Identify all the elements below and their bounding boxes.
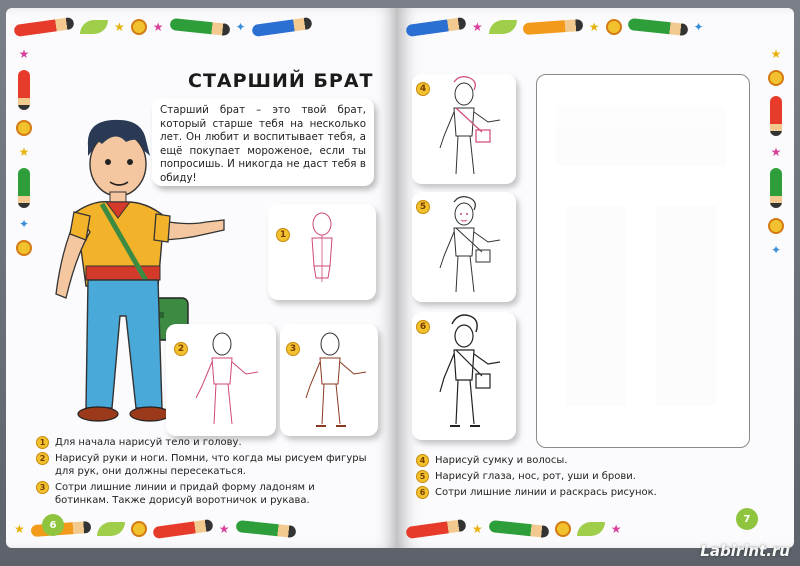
bug-character-icon [131,521,147,537]
decor-border-bottom-right [406,516,786,542]
right-page [398,8,794,548]
panel-number-badge: 3 [286,342,300,356]
step-text: Нарисуй руки и ноги. Помни, что когда мы рисуем фигуры для рук, они должны пересекаться. [55,453,367,477]
step-2-panel [166,324,276,436]
star-decor-icon: ★ [770,145,782,159]
instruction-step [36,436,370,449]
pencil-decor-icon [405,17,466,37]
pencil-decor-icon [405,519,466,539]
star-decor-icon: ★ [472,20,483,34]
right-instructions [416,454,716,502]
decor-border-left [12,48,36,508]
site-watermark: Labirint.ru [700,542,790,560]
left-page [6,8,398,548]
pencil-decor-icon [13,17,74,37]
pencil-decor-icon [235,520,296,538]
pencil-decor-icon [18,70,30,110]
leaf-decor-icon [577,522,605,536]
star-decor-icon: ★ [610,522,622,536]
step-text: Нарисуй сумку и волосы. [435,455,568,466]
star-decor-icon: ★ [114,20,125,34]
panel-number-badge: 2 [174,342,188,356]
step-text: Сотри лишние линии и придай форму ладоням и ботинкам. Также дорисуй воротничок и рукава. [55,482,315,506]
leaf-decor-icon [489,20,517,34]
star-decor-icon: ★ [18,145,30,159]
pencil-decor-icon [18,168,30,208]
step-number-badge: 1 [36,436,49,449]
pencil-decor-icon [770,168,782,208]
drawing-area-frame[interactable] [536,74,750,448]
decor-border-top-left [14,14,390,40]
step-3-sketch [280,324,378,436]
step-number-badge: 3 [36,481,49,494]
pencil-decor-icon [169,18,230,36]
instruction-step [416,470,716,483]
step-text: Сотри лишние линии и раскрась рисунок. [435,487,657,498]
bug-character-icon [768,218,784,234]
page-number: 6 [42,514,64,536]
instruction-step [36,481,370,507]
step-1-sketch [268,204,376,300]
instruction-step [416,454,716,467]
pencil-decor-icon [251,17,312,37]
intro-text: Старший брат – это твой брат, который старше тебя на несколько лет. Он любит и воспитывает тебя, а ещё покупает мороженое, если ты попросишь. И никогда не даст тебя в обиду! [160,104,366,184]
decor-border-right [764,48,788,508]
bug-character-icon [555,521,571,537]
star-decor-icon: ★ [152,20,164,34]
bug-character-icon [16,240,32,256]
left-instructions [36,436,370,510]
star-decor-icon: ✦ [235,20,246,34]
star-decor-icon: ★ [18,47,30,61]
star-decor-icon: ✦ [770,243,782,257]
star-decor-icon: ✦ [693,20,704,34]
pencil-decor-icon [770,96,782,136]
step-number-badge: 5 [416,470,429,483]
pencil-decor-icon [627,18,688,36]
step-text: Нарисуй глаза, нос, рот, уши и брови. [435,471,636,482]
leaf-decor-icon [80,20,108,34]
step-number-badge: 2 [36,452,49,465]
panel-number-badge: 4 [416,82,430,96]
star-decor-icon: ★ [770,47,782,61]
pencil-decor-icon [488,520,549,538]
bug-character-icon [16,120,32,136]
instruction-step [36,452,370,478]
star-decor-icon: ★ [588,20,600,34]
step-3-panel [280,324,378,436]
decor-border-bottom-left [14,516,390,542]
step-text: Для начала нарисуй тело и голову. [55,437,242,448]
step-2-sketch [166,324,276,436]
decor-border-top-right [406,14,786,40]
page-number: 7 [736,508,758,530]
star-decor-icon: ★ [472,522,483,536]
step-1-panel [268,204,376,300]
star-decor-icon: ★ [14,522,25,536]
panel-number-badge: 5 [416,200,430,214]
step-number-badge: 4 [416,454,429,467]
bug-character-icon [768,70,784,86]
pencil-decor-icon [152,519,213,539]
instruction-step [416,486,716,499]
page-title: СТАРШИЙ БРАТ [188,70,374,92]
step-number-badge: 6 [416,486,429,499]
bug-character-icon [606,19,622,35]
leaf-decor-icon [97,522,125,536]
panel-number-badge: 1 [276,228,290,242]
panel-number-badge: 6 [416,320,430,334]
star-decor-icon: ★ [218,522,230,536]
bug-character-icon [131,19,147,35]
star-decor-icon: ✦ [18,217,30,231]
pencil-decor-icon [522,19,583,35]
